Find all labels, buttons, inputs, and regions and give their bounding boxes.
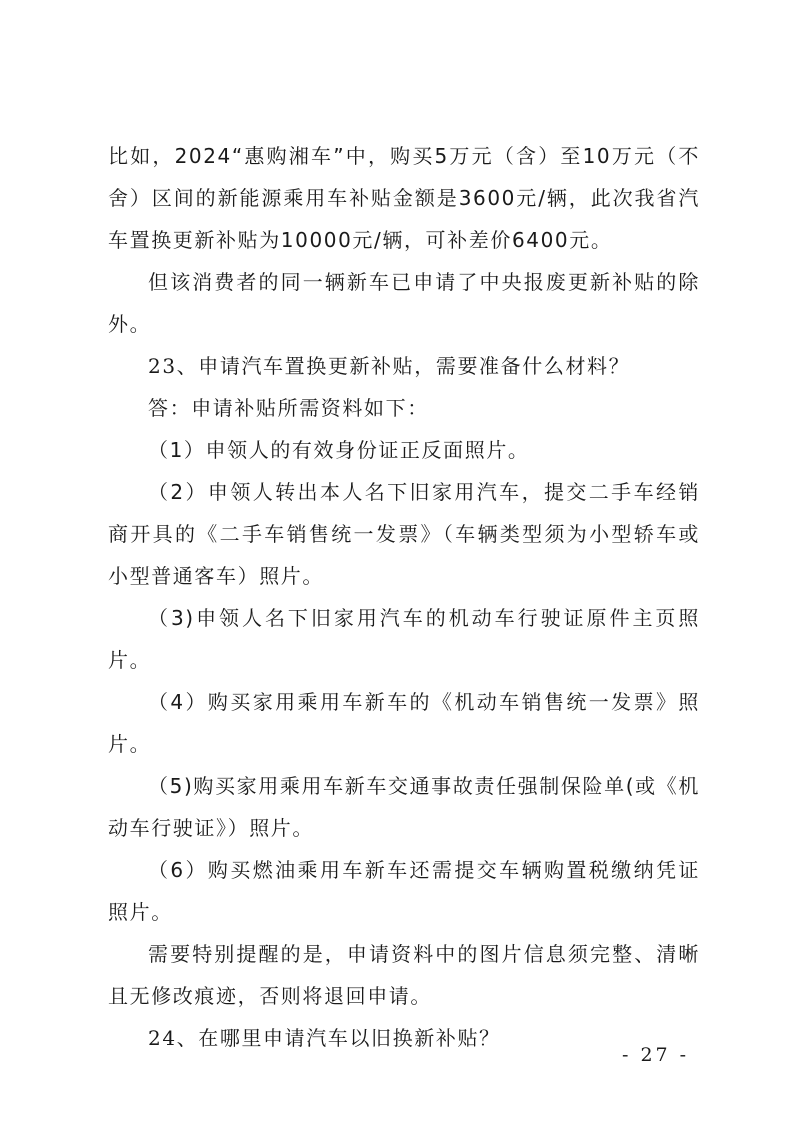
list-item-4: （4）购买家用乘用车新车的《机动车销售统一发票》照片。 <box>108 690 700 756</box>
document-body <box>108 135 700 1059</box>
paragraph-exception: 但该消费者的同一辆新车已申请了中央报废更新补贴的除外。 <box>108 270 700 336</box>
list-item-3: （3)申领人名下旧家用汽车的机动车行驶证原件主页照片。 <box>108 606 700 672</box>
question-23-heading: 23、申请汽车置换更新补贴，需要准备什么材料？ <box>148 354 631 378</box>
list-item-5: （5)购买家用乘用车新车交通事故责任强制保险单(或《机动车行驶证》）照片。 <box>108 774 700 840</box>
list-item-2: （2）申领人转出本人名下旧家用汽车，提交二手车经销商开具的《二手车销售统一发票》（车辆类型须为小型轿车或小型普通客车）照片。 <box>108 480 700 588</box>
answer-intro: 答：申请补贴所需资料如下： <box>148 396 429 420</box>
page-number: - 27 - <box>622 1044 690 1066</box>
paragraph-reminder: 需要特别提醒的是，申请资料中的图片信息须完整、清晰且无修改痕迹，否则将退回申请。 <box>108 942 700 1008</box>
question-24-heading: 24、在哪里申请汽车以旧换新补贴？ <box>148 1026 501 1050</box>
paragraph-subsidy-example: 比如，2024“惠购湘车”中，购买5万元（含）至10万元（不舍）区间的新能源乘用车补贴金额是3600元/辆，此次我省汽车置换更新补贴为10000元/辆，可补差价6400元。 <box>108 144 700 252</box>
list-item-6: （6）购买燃油乘用车新车还需提交车辆购置税缴纳凭证照片。 <box>108 858 700 924</box>
list-item-1: （1）申领人的有效身份证正反面照片。 <box>148 438 530 462</box>
